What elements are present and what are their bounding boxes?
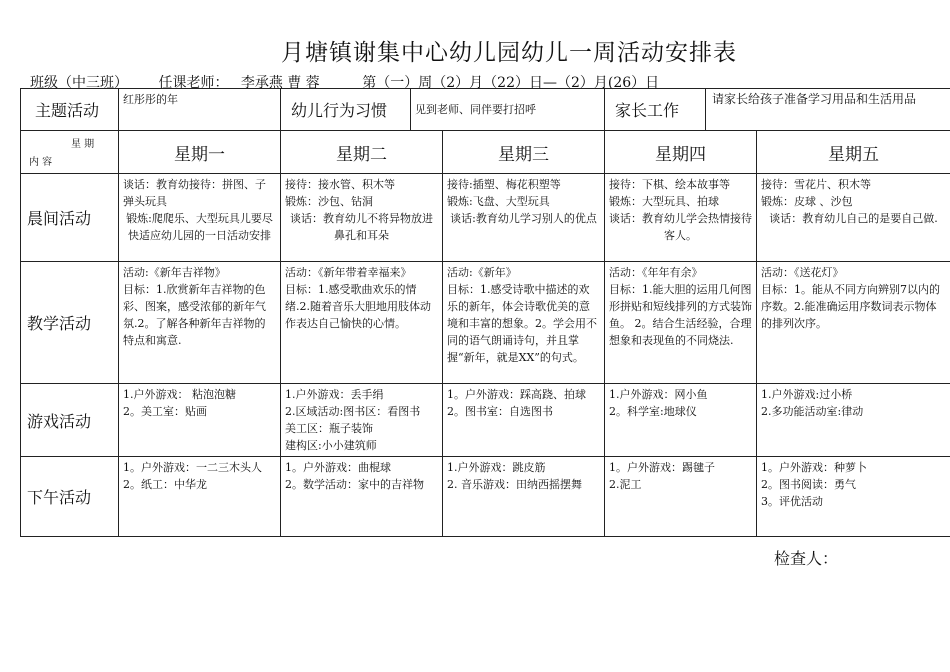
day-header-wed: 星期三 <box>443 131 605 174</box>
afternoon-row <box>21 457 950 537</box>
cell-line: 谈话：教育幼接待：拼图、子弹头玩具 <box>123 178 266 208</box>
habit-label: 幼儿行为习惯 <box>281 89 411 131</box>
cell-line: 接待：接水管、积木等 <box>285 178 395 191</box>
cell-line: 谈话：教育幼儿不将异物放进鼻孔和耳朵 <box>290 212 433 242</box>
cell-line: 1.户外游戏：网小鱼 <box>609 388 708 401</box>
cell-line: 锻炼:飞盘、大型玩具 <box>447 195 550 208</box>
cell-line: 2。图书阅读：勇气 <box>761 478 856 491</box>
cell-line: 1。户外游戏：曲棍球 <box>285 461 391 474</box>
cell-game-wed <box>443 384 605 457</box>
cell-line: 目标：1.感受歌曲欢乐的情绪.2.随着音乐大胆地用肢体动作表达自己愉快的心情。 <box>285 283 431 330</box>
teaching-row <box>21 262 950 384</box>
cell-line: 1。户外游戏：种萝卜 <box>761 461 867 474</box>
corner-week-label: 星 期 <box>71 139 95 150</box>
cell-teaching-wed <box>443 262 605 384</box>
cell-morning-fri <box>757 174 950 262</box>
cell-line: 活动:《新年》 <box>447 266 517 279</box>
cell-afternoon-thu <box>605 457 757 537</box>
schedule-table <box>20 88 950 537</box>
row-label-game: 游戏活动 <box>21 384 119 457</box>
cell-line: 谈话:教育幼儿学习别人的优点 <box>450 212 597 225</box>
document-title: 月塘镇谢集中心幼儿园幼儿一周活动安排表 <box>281 40 737 66</box>
cell-line: 1.户外游戏： 粘泡泡糖 <box>123 388 236 401</box>
checker-label: 检查人： <box>774 549 839 568</box>
cell-line: 目标：1.感受诗歌中描述的欢乐的新年，体会诗歌优美的意境和丰富的想象。2。学会用不同的语气朗诵诗句，并且掌握“新年，就是XX”的句式。 <box>447 283 597 364</box>
theme-value: 红彤彤的年 <box>119 89 281 131</box>
cell-line: 2。美工室：贴画 <box>123 405 207 418</box>
cell-line: 1。户外游戏：踢毽子 <box>609 461 715 474</box>
cell-line: 接待：下棋、绘本故事等 <box>609 178 730 191</box>
cell-line: 锻炼：大型玩具、拍球 <box>609 195 719 208</box>
cell-line: 目标：1。能从不同方向辨别7以内的序数。2.能准确运用序数词表示物体的排列次序。 <box>761 283 940 330</box>
cell-line: 接待:插塑、梅花积塑等 <box>447 178 561 191</box>
week-range: 第（一）周（2）月（22）日—（2）月(26）日 <box>362 75 660 91</box>
cell-morning-mon <box>119 174 281 262</box>
cell-line: 锻炼：沙包、钻洞 <box>285 195 373 208</box>
cell-line: 2. 音乐游戏：田纳西摇摆舞 <box>447 478 582 491</box>
cell-line: 谈话：教育幼儿自己的是要自己做. <box>769 212 938 225</box>
cell-line: 1。户外游戏：一二三木头人 <box>123 461 262 474</box>
cell-line: 2.区域活动:图书区：看图书 <box>285 405 421 418</box>
cell-line: 2。科学室:地球仪 <box>609 405 697 418</box>
day-header-fri: 星期五 <box>757 131 950 174</box>
class-label: 班级（中三班） <box>30 75 128 91</box>
theme-label: 主题活动 <box>21 89 119 131</box>
cell-line: 2.多功能活动室:律动 <box>761 405 864 418</box>
cell-line: 1.户外游戏：跳皮筋 <box>447 461 546 474</box>
cell-game-mon <box>119 384 281 457</box>
cell-afternoon-mon <box>119 457 281 537</box>
cell-afternoon-tue <box>281 457 443 537</box>
cell-line: 2。纸工：中华龙 <box>123 478 207 491</box>
cell-game-fri <box>757 384 950 457</box>
cell-teaching-mon <box>119 262 281 384</box>
habit-value: 见到老师、同伴要打招呼 <box>411 89 605 131</box>
cell-line: 建构区:小小建筑师 <box>285 439 377 452</box>
row-label-teaching: 教学活动 <box>21 262 119 384</box>
cell-morning-wed <box>443 174 605 262</box>
cell-line: 活动：《新年带着幸福来》 <box>285 266 412 279</box>
cell-teaching-fri <box>757 262 950 384</box>
corner-content-label: 内 容 <box>29 157 53 168</box>
cell-game-thu <box>605 384 757 457</box>
cell-line: 2。数学活动：家中的吉祥物 <box>285 478 424 491</box>
corner-cell <box>21 131 119 174</box>
cell-afternoon-fri <box>757 457 950 537</box>
parent-label: 家长工作 <box>605 89 706 131</box>
theme-row <box>21 89 950 131</box>
day-header-tue: 星期二 <box>281 131 443 174</box>
cell-line: 谈话：教育幼儿学会热情接待客人。 <box>609 212 752 242</box>
cell-line: 目标：1.能大胆的运用几何图形拼贴和短线排列的方式装饰鱼。 2。结合生活经验，合理想象和表现鱼的不同烧法. <box>609 283 752 347</box>
cell-line: 锻炼:爬爬乐、大型玩具儿要尽快适应幼儿园的一日活动安排 <box>126 212 273 242</box>
parent-value: 请家长给孩子准备学习用品和生活用品 <box>706 89 950 131</box>
cell-morning-thu <box>605 174 757 262</box>
cell-line: 锻炼：皮球 、沙包 <box>761 195 853 208</box>
row-label-morning: 晨间活动 <box>21 174 119 262</box>
cell-line: 1.户外游戏:过小桥 <box>761 388 853 401</box>
morning-row <box>21 174 950 262</box>
cell-line: 2.泥工 <box>609 478 642 491</box>
cell-line: 活动：《送花灯》 <box>761 266 844 279</box>
cell-line: 美工区：瓶子装饰 <box>285 422 373 435</box>
cell-line: 3。评优活动 <box>761 495 823 508</box>
cell-line: 活动:《新年吉祥物》 <box>123 266 226 279</box>
cell-teaching-tue <box>281 262 443 384</box>
teacher-names: 李承燕 曹 蓉 <box>240 75 320 91</box>
cell-teaching-thu <box>605 262 757 384</box>
day-header-row <box>21 131 950 174</box>
cell-afternoon-wed <box>443 457 605 537</box>
cell-line: 1.户外游戏：丢手绢 <box>285 388 384 401</box>
day-header-thu: 星期四 <box>605 131 757 174</box>
cell-morning-tue <box>281 174 443 262</box>
cell-line: 活动：《年年有余》 <box>609 266 703 279</box>
row-label-afternoon: 下午活动 <box>21 457 119 537</box>
cell-line: 2。图书室：自选图书 <box>447 405 553 418</box>
day-header-mon: 星期一 <box>119 131 281 174</box>
cell-line: 1。户外游戏：踩高跷、拍球 <box>447 388 586 401</box>
cell-line: 接待：雪花片、积木等 <box>761 178 871 191</box>
teacher-label: 任课老师： <box>158 75 229 91</box>
game-row <box>21 384 950 457</box>
cell-game-tue <box>281 384 443 457</box>
cell-line: 目标：1.欣赏新年吉祥物的色彩、图案，感受浓郁的新年气氛.2。了解各种新年吉祥物的特点和寓意. <box>123 283 266 347</box>
